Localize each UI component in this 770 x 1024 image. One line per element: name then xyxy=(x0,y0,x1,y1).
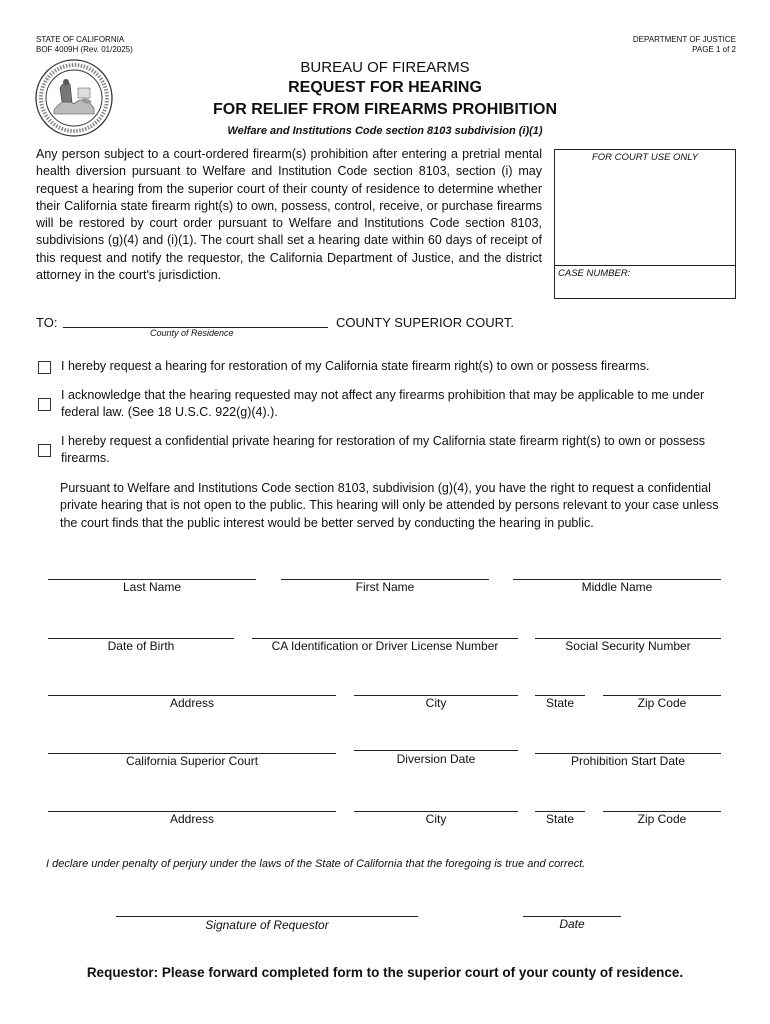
court-zip-label: Zip Code xyxy=(637,812,687,826)
page-number: PAGE 1 of 2 xyxy=(692,45,736,54)
intro-paragraph: Any person subject to a court-ordered firearm(s) prohibition after entering a pretrial mental health diversion pursuant to Welfare and Institution Code section 8103, section (i) may request a hearing from the superior court of their county of residence to determine whether their California state firearm right(s) to own, possess, control, receive, or purchase firearms will be restored by court order pursuant to Welfare and Institutions Code section 8103, subdivisions (g)(4) and (i)(1). The court shall set a hearing date within 60 days of receipt of this request and notify the requestor, the California Department of Justice, and the district attorney in the court's jurisdiction. xyxy=(36,147,542,283)
court-box-divider xyxy=(555,265,735,266)
case-number-label: CASE NUMBER: xyxy=(558,268,631,279)
diversion-date-label: Diversion Date xyxy=(396,752,476,766)
form-header-right xyxy=(633,35,736,55)
superior-court-label: COUNTY SUPERIOR COURT. xyxy=(336,315,514,330)
statute-reference: Welfare and Institutions Code section 8103 subdivision (i)(1) xyxy=(227,125,543,137)
signature-date-label: Date xyxy=(559,917,585,931)
diversion-date-input[interactable] xyxy=(354,750,518,751)
checkbox-request-hearing-label: I hereby request a hearing for restoration of my California state firearm right(s) to own or possess firearms. xyxy=(61,359,650,373)
court-use-box xyxy=(554,149,736,299)
last-name-label: Last Name xyxy=(122,580,182,594)
state-label: STATE OF CALIFORNIA xyxy=(36,35,125,44)
dob-label: Date of Birth xyxy=(107,639,175,653)
ca-id-label: CA Identification or Driver License Number xyxy=(271,639,499,653)
county-input[interactable] xyxy=(63,313,328,328)
checkbox-federal-acknowledge[interactable] xyxy=(38,398,51,411)
checkbox-federal-acknowledge-label: I acknowledge that the hearing requested may not affect any firearms prohibition that may be applicable to me under federal law. (See 18 U.S.C. 922(g)(4).). xyxy=(61,388,705,419)
ssn-label: Social Security Number xyxy=(565,639,691,653)
first-name-label: First Name xyxy=(355,580,415,594)
signature-label: Signature of Requestor xyxy=(205,918,329,932)
checkbox-request-hearing[interactable] xyxy=(38,361,51,374)
form-number: BOF 4009H (Rev. 01/2025) xyxy=(36,45,133,54)
address-label: Address xyxy=(169,696,215,710)
signature-input[interactable] xyxy=(116,916,418,917)
checkbox-confidential-hearing[interactable] xyxy=(38,444,51,457)
zip-label: Zip Code xyxy=(637,696,687,710)
state-label: State xyxy=(545,696,575,710)
department-label: DEPARTMENT OF JUSTICE xyxy=(632,35,736,44)
middle-name-label: Middle Name xyxy=(581,580,653,594)
court-city-label: City xyxy=(425,812,447,826)
california-seal-icon xyxy=(34,58,114,138)
forwarding-instruction: Requestor: Please forward completed form to the superior court of your county of residence. xyxy=(86,965,684,980)
to-label: TO: xyxy=(36,315,58,330)
form-title-line2: FOR RELIEF FROM FIREARMS PROHIBITION xyxy=(213,101,557,118)
perjury-declaration: I declare under penalty of perjury under the laws of the State of California that the foregoing is true and correct. xyxy=(46,858,586,870)
court-address-label: Address xyxy=(169,812,215,826)
court-use-label: FOR COURT USE ONLY xyxy=(591,152,699,163)
superior-court-field-label: California Superior Court xyxy=(125,754,259,768)
form-title-line1: REQUEST FOR HEARING xyxy=(288,79,482,96)
bureau-title: BUREAU OF FIREARMS xyxy=(300,59,470,76)
form-header-left xyxy=(36,35,133,55)
court-state-label: State xyxy=(545,812,575,826)
prohibition-start-label: Prohibition Start Date xyxy=(570,754,686,768)
confidential-notice: Pursuant to Welfare and Institutions Code section 8103, subdivision (g)(4), you have the right to request a confidential private hearing that is not open to the public. This hearing will only be attended by persons relevant to your case unless the court finds that the public interest would be better served by conducting the hearing in public. xyxy=(60,481,719,530)
checkbox-confidential-hearing-label: I hereby request a confidential private hearing for restoration of my California state firearm right(s) to own or possess firearms. xyxy=(61,434,706,465)
county-caption: County of Residence xyxy=(150,328,234,338)
city-label: City xyxy=(425,696,447,710)
